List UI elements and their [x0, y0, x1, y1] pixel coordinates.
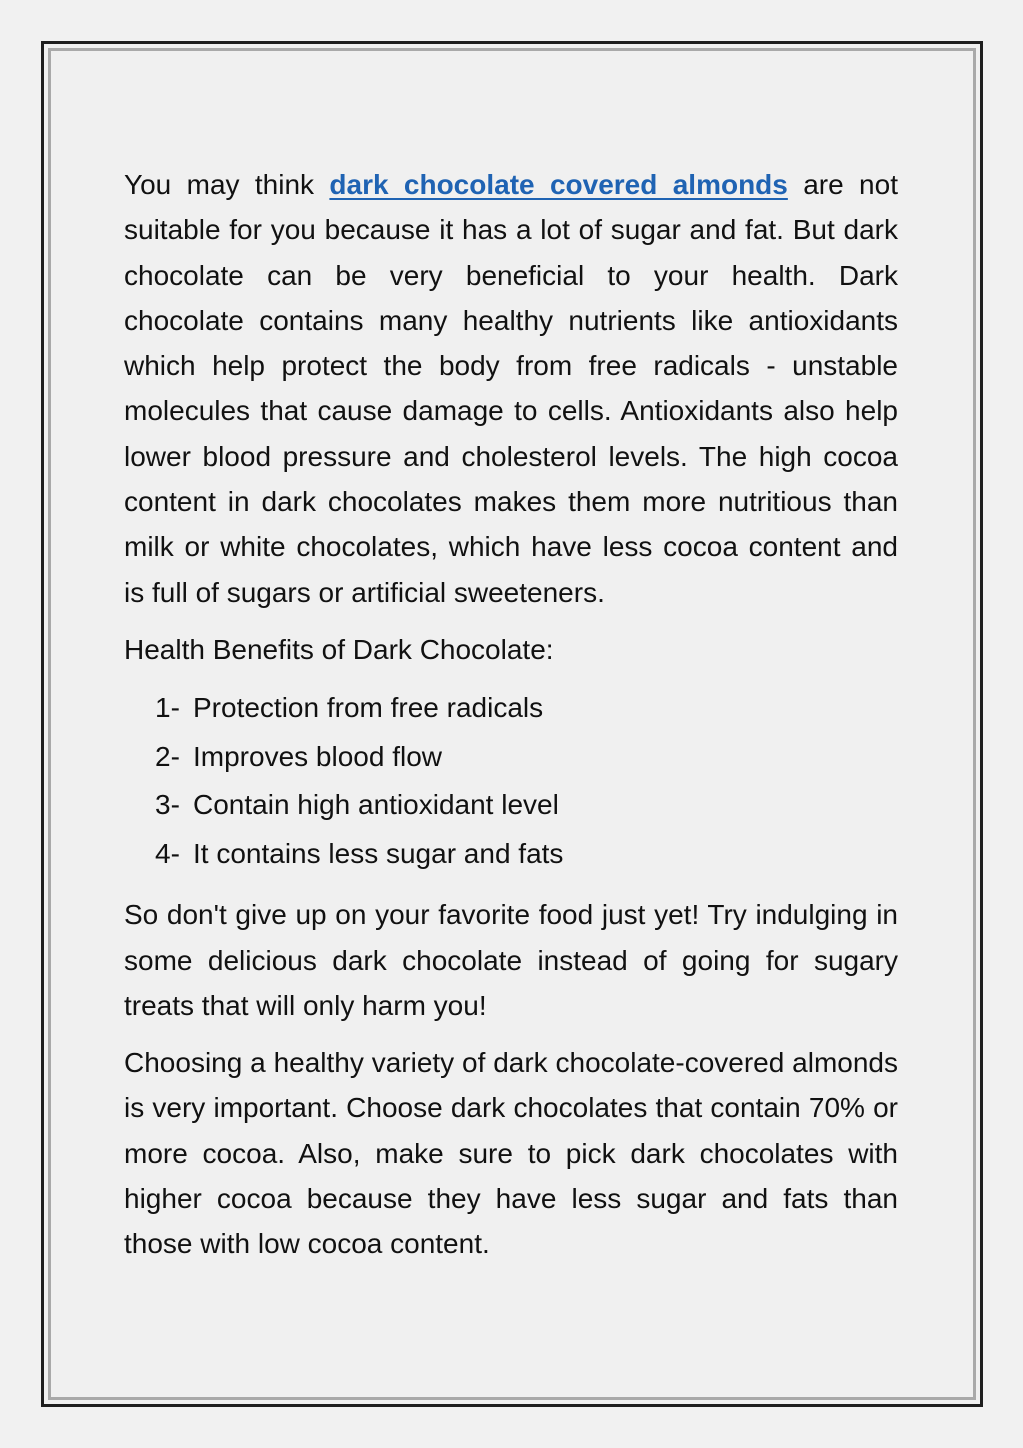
- list-item: [155, 830, 898, 879]
- list-item: [155, 684, 898, 733]
- intro-paragraph: [124, 162, 898, 615]
- article-body: [124, 162, 898, 1267]
- encouragement-paragraph: So don't give up on your favorite food just yet! Try indulging in some delicious dark chocolate instead of going for sugary treats that will only harm you!: [124, 899, 898, 1021]
- list-item-text: Contain high antioxidant level: [193, 789, 559, 821]
- list-item: [155, 781, 898, 830]
- intro-text-after-link: are not suitable for you because it has a lot of sugar and fat. But dark chocolate can be very beneficial to your health. Dark chocolate contains many healthy nutrients like antioxidants which help protect the body from free radicals - unstable molecules that cause damage to cells. Antioxidants also help lower blood pressure and cholesterol levels. The high cocoa content in dark chocolates makes them more nutritious than milk or white chocolates, which have less cocoa content and is full of sugars or artificial sweeteners.: [124, 169, 898, 608]
- list-item-number: 2-: [155, 740, 180, 772]
- list-item-text: It contains less sugar and fats: [193, 837, 564, 869]
- list-item: [155, 733, 898, 782]
- list-item-text: Improves blood flow: [193, 740, 443, 772]
- benefits-heading: Health Benefits of Dark Chocolate:: [124, 633, 554, 665]
- dark-chocolate-almonds-link[interactable]: dark chocolate covered almonds: [329, 169, 788, 200]
- list-item-number: 3-: [155, 789, 180, 821]
- list-item-number: 1-: [155, 692, 180, 724]
- intro-text-before-link: You may think: [124, 169, 330, 200]
- closing-paragraph: Choosing a healthy variety of dark chocolate-covered almonds is very important. Choose dark chocolates that contain 70% or more cocoa. Also, make sure to pick dark chocolates with higher cocoa because they have less sugar and fats than those with low cocoa content.: [124, 1047, 898, 1260]
- benefits-list: [124, 684, 898, 878]
- list-item-number: 4-: [155, 837, 180, 869]
- list-item-text: Protection from free radicals: [193, 692, 544, 724]
